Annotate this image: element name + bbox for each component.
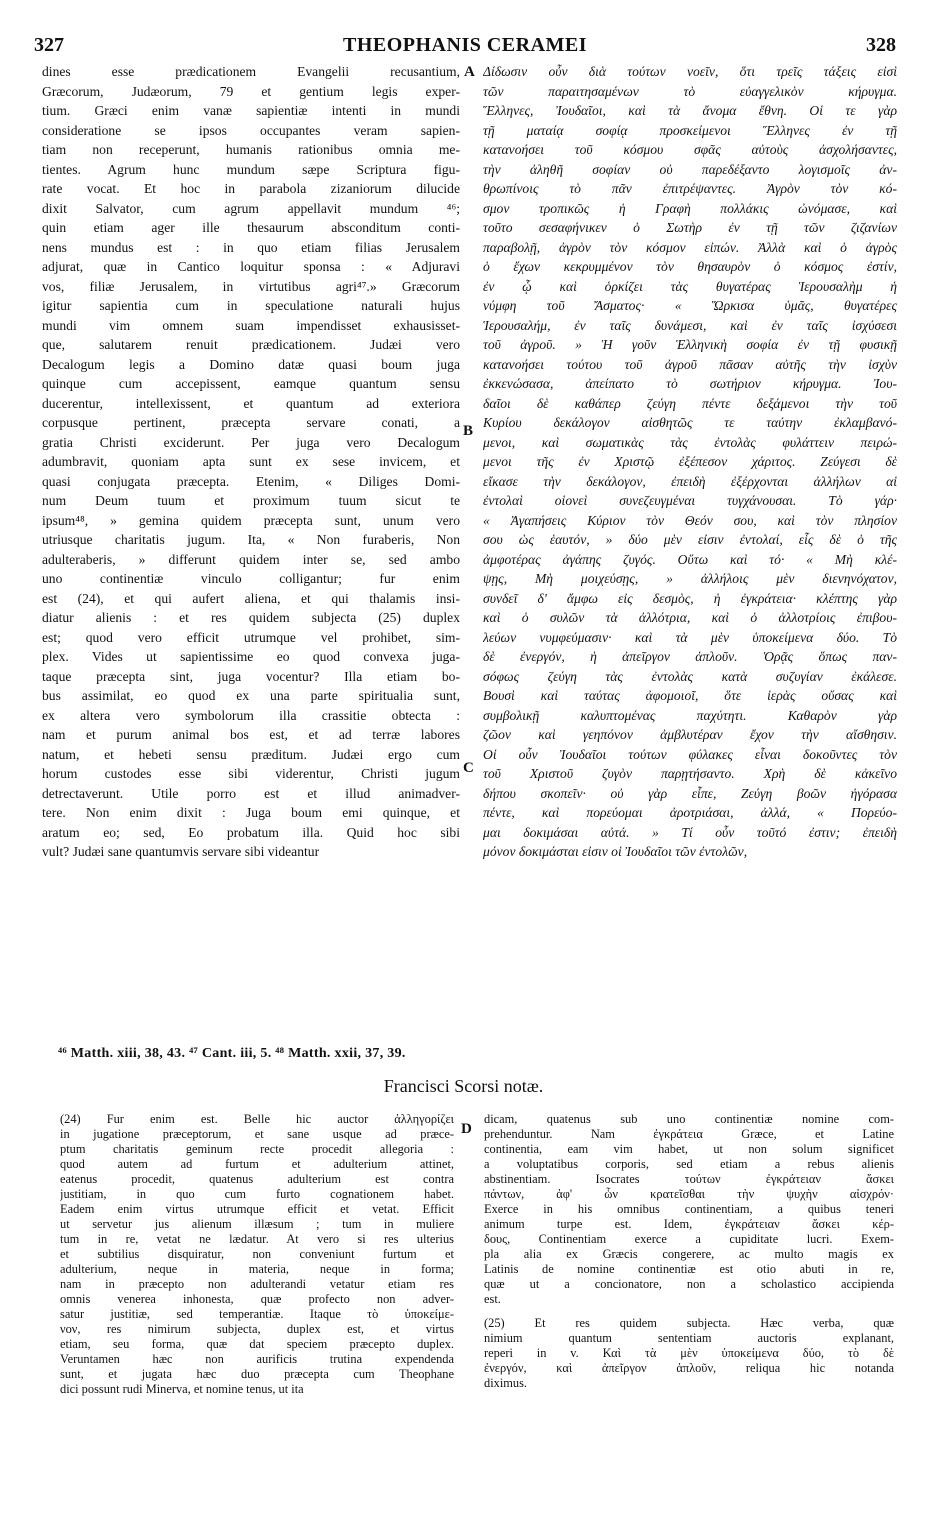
greek-column — [483, 62, 897, 862]
note-text-line: prehenduntur. Nam ἐγκράτεια Græce, et Latine — [484, 1127, 894, 1141]
greek-text-line: ἐκκενώσασα, ἀπείπατο τὸ σωτήριον κήρυγμα. Ἰου- — [483, 376, 897, 391]
note-text-line: etiam, seu forma, quæ dat speciem præcepto duplex. — [60, 1337, 454, 1351]
greek-text-line: τοῦ ἀγροῦ. » Ἡ γοῦν Ἑλληνικὴ σοφία ἐν τῇ φυσικῇ — [483, 337, 897, 352]
latin-text-line: tientes. Agrum hunc mundum sæpe Scriptura figu- — [42, 161, 460, 177]
note-text-line: Eadem enim virtus utrumque efficit et vetat. Efficit — [60, 1202, 454, 1216]
latin-text-line: utriusque charitatis jugum. Ita, « Non furaberis, Non — [42, 532, 460, 547]
greek-text-line: ζῶον καὶ γεηπόνον ἀμβλυτέραν ἔχον τὴν αἴσθησιν. — [483, 727, 897, 742]
latin-text-line: num Deum tuum et proximum tuum sicut te — [42, 493, 460, 508]
greek-text-line: συμβολικῇ καλυπτομένας παχύτητι. Καθαρὸν γὰρ — [483, 707, 897, 723]
latin-text-line: mundi vim omnem suam impendisset exhausisset- — [42, 317, 460, 333]
latin-text-line: rate vocat. Et hoc in parabola zizaniorum dilucide — [42, 181, 460, 196]
latin-text-line: adjurat, quæ in Cantico loquitur sponsa : « Adjuravi — [42, 259, 460, 274]
note-text-line: diximus. — [484, 1376, 528, 1390]
latin-text-line: quinque cum accepissent, eamque quantum sensu — [42, 376, 460, 391]
note-text-line: nam in præcepto non adulterandi vetatur etiam res — [60, 1277, 454, 1291]
greek-text-line: λεύων νυμφεύμασιν· καὶ τὰ μὲν ὑποκείμενα δύο. Τὸ — [483, 629, 897, 645]
notes-left-column — [60, 1112, 454, 1397]
section-marker-c: C — [463, 760, 474, 776]
note-text-line: νον, res nimirum subjecta, duplex est, et virtus — [60, 1322, 454, 1336]
latin-text-line: quasi conjugata præcepta. Etenim, « Diliges Domi- — [42, 473, 460, 489]
note-text-line: Veruntamen hæc non aurificis trutina expendenda — [60, 1352, 454, 1366]
greek-text-line: Ἱερουσαλήμ, ἐν ταῖς δυνάμεσι, καὶ ἐν ταῖς ἰσχύσεσι — [483, 317, 897, 333]
greek-text-line: σου ὡς ἑαυτόν, » δύο μὲν εἰσιν ἐντολαί, εἷς δὲ ὁ τῆς — [483, 532, 897, 547]
note-text-line: Latinis de nomine continentiæ est otio abuti in re, — [484, 1262, 894, 1276]
page-number-left: 327 — [34, 34, 64, 56]
note-24-continuation — [484, 1112, 894, 1307]
note-text-line: dicam, quatenus sub uno continentiæ nomine com- — [484, 1112, 894, 1126]
greek-text-line: εἴκασε τὴν δεκάλογον, ἐπειδὴ ἐξέρχονται ἀλλήλων αἱ — [483, 473, 897, 489]
note-text-line: ut servetur jus alienum illæsum ; tum in muliere — [60, 1217, 454, 1231]
latin-text-line: corpusque pertinent, præcepta servare conati, a — [42, 415, 460, 430]
greek-text-line: κατανοήσει τοῦ κόσμου σφᾶς αὐτοὺς ἀσχολήσαντες, — [483, 142, 897, 157]
note-text-line: justitiam, in quo cum furto cognationem habet. — [60, 1187, 454, 1201]
latin-text-line: Græcorum, Judæorum, 79 et gentium legis exper- — [42, 83, 460, 99]
note-text-line: continentia, eam vim habet, ut non solum significet — [484, 1142, 894, 1156]
greek-text-line: σμον τροπικῶς ἡ Γραφὴ πολλάκις ὠνόμασε, καὶ — [483, 200, 897, 216]
note-text-line: animum turpe est. Idem, ἐγκράτειαν ἄσκει κέρ- — [484, 1217, 894, 1231]
note-text-line: dici possunt rudi Minerva, et nomine tenus, ut ita — [60, 1382, 304, 1396]
latin-text-line: dixit Salvator, cum agrum appellavit mundum ⁴⁶; — [42, 200, 460, 216]
note-text-line: ἐνεργόν, καὶ ἀπεῖργον ἁπλοῦν, reliqua hic notanda — [484, 1361, 894, 1375]
notes-right-column — [484, 1112, 894, 1391]
latin-text-line: nens mundus est : in quo etiam filias Jerusalem — [42, 239, 460, 255]
latin-text-line: que, salutarem renuit prædicationem. Judæi vero — [42, 337, 460, 352]
note-text-line: (24) Fur enim est. Belle hic auctor ἀλληγορίζει — [60, 1112, 454, 1126]
latin-text-line: plex. Vides ut sapientissime eo quod convexa juga- — [42, 649, 460, 664]
latin-text-line: est (24), et qui aufert aliena, et qui thalamis insi- — [42, 590, 460, 606]
greek-text-line: θρωπίνοις τὸ πᾶν ἐπιτρέψαντες. Ἀγρὸν τὸν κό- — [483, 181, 897, 196]
greek-text-line: μενοι, καὶ σωματικὰς τὰς ἐντολὰς φυλάττειν πειρώ- — [483, 434, 897, 450]
greek-text-line: ἐν ᾧ καὶ ὁρκίζει τὰς θυγατέρας Ἱερουσαλὴμ ἡ — [483, 278, 897, 294]
running-title: THEOPHANIS CERAMEI — [342, 34, 588, 56]
latin-text-line: bus assimilat, eo quod ex una parte spiritualia sunt, — [42, 688, 460, 703]
latin-text-line: vos, filiæ Jerusalem, in virtutibus agri⁴⁷.» Græcorum — [42, 278, 460, 294]
latin-text-line: nam et purum animal bos est, et ad terræ labores — [42, 727, 460, 742]
note-text-line: quæ ut a concionatore, non a scholastico accipienda — [484, 1277, 894, 1291]
latin-text-line: tere. Non enim dixit : Juga boum emi quinque, et — [42, 805, 460, 820]
greek-text-line: σόφως ζεύγη τὰς ἐντολὰς κατὰ συζυγίαν ἐκάλεσε. — [483, 668, 897, 684]
greek-text-line: δήπου σκοπεῖν· οὐ γὰρ εἶπε, Ζεύγη βοῶν ἠγόρασα — [483, 785, 897, 801]
greek-text-line: μενοι τῆς ἐν Χριστῷ ἐξέπεσον χάριτος. Ζεύγεσι δὲ — [483, 454, 897, 469]
greek-text-line: μόνον δοκιμάσται εἰσιν οἱ Ἰουδαῖοι τῶν ἐντολῶν, — [483, 844, 748, 859]
note-text-line: nimium quantum sententiam auctoris explanant, — [484, 1331, 894, 1345]
latin-text-line: vult? Judæi sane quantumvis servare sibi videantur — [42, 844, 320, 859]
latin-text-line: est; quod vero efficit utrumque vel prohibet, sim- — [42, 629, 460, 645]
section-marker-b: B — [463, 423, 474, 439]
latin-text-line: diatur alienis : et res quidem subjecta (25) duplex — [42, 610, 460, 625]
greek-text-line: Δίδωσιν οὖν διὰ τούτων νοεῖν, ὅτι τρεῖς τάξεις εἰσὶ — [483, 64, 897, 79]
latin-text-line: Decalogum legis a Domino datæ quasi boum juga — [42, 356, 460, 372]
note-text-line: quod autem ad furtum et adulterium attinet, — [60, 1157, 454, 1171]
scripture-footnotes: ⁴⁶ Matth. xiii, 38, 43. ⁴⁷ Cant. iii, 5. ⁴⁸ Matth. xxii, 37, 39. — [58, 1046, 406, 1061]
note-text-line: sunt, et jugata hæc duo præcepta cum Theophane — [60, 1367, 454, 1381]
note-text-line: pla alia ex Græcis congerere, ac multo magis ex — [484, 1247, 894, 1261]
greek-text-line: δαῖοι δὲ καθάπερ ζεύγη πέντε δεξάμενοι τὴν τοῦ — [483, 395, 897, 411]
greek-text-line: Οἱ οὖν Ἰουδαῖοι τούτων φύλακες εἶναι δοκοῦντες τὸν — [483, 746, 897, 762]
latin-text-line: gratia Christi exciderunt. Per juga vero Decalogum — [42, 434, 460, 450]
greek-text-line: ἐντολαὶ οἱονεὶ συνεζευγμέναι τυγχάνουσαι. Τὸ γάρ· — [483, 493, 897, 508]
greek-text-line: ψῃς, Μὴ μοιχεύσῃς, » ἀλλήλοις μὲν διενηνόχατον, — [483, 571, 897, 586]
latin-text-line: consideratione se ipsos occupantes veram sapien- — [42, 122, 460, 138]
note-text-line: omnis venerea inhonesta, quæ profecto non adver- — [60, 1292, 454, 1306]
greek-text-line: νύμφη τοῦ Ἄσματος· « Ὥρκισα ὑμᾶς, θυγατέρες — [483, 298, 897, 313]
greek-text-line: τῇ ματαίᾳ σοφίᾳ προσκείμενοι Ἕλληνες ἐν τῇ — [483, 122, 897, 138]
latin-text-line: igitur sapientia cum in speculatione naturali hujus — [42, 298, 460, 313]
section-marker-a: A — [464, 64, 475, 80]
note-text-line: eatenus procedit, quatenus adulterium est contra — [60, 1172, 454, 1186]
latin-text-line: adumbravit, quoniam apta sunt ex sese invicem, et — [42, 454, 460, 469]
latin-text-line: tium. Græci enim vanæ sapientiæ intenti in mundi — [42, 103, 460, 118]
note-25 — [484, 1316, 894, 1391]
note-text-line: abstinentiam. Isocrates τούτων ἐγκράτειαν ἄσκει — [484, 1172, 894, 1186]
note-text-line: reperi in v. Καὶ τὰ μὲν ὑποκείμενα δύο, τὸ δὲ — [484, 1346, 894, 1360]
note-text-line: (25) Et res quidem subjecta. Hæc verba, quæ — [484, 1316, 894, 1330]
note-text-line: πάντων, ἀφ' ὧν κρατεῖσθαι τὴν ψυχὴν αἰσχρόν· — [484, 1187, 894, 1201]
greek-text-line: πέντε, καὶ πορεύομαι ἀροτριάσαι, ἀλλά, « Πορεύο- — [483, 805, 897, 820]
greek-text-line: « Ἀγαπήσεις Κύριον τὸν Θεόν σου, καὶ τὸν πλησίον — [483, 512, 897, 528]
latin-text-line: detrectaverunt. Utile porro est et illud animadver- — [42, 785, 460, 801]
latin-text-line: aratum eo; sed, Eo probatum illa. Quid hoc sibi — [42, 824, 460, 840]
note-gap — [484, 1307, 894, 1316]
latin-text-line: natum, et hebeti sensu præditum. Judæi ergo cum — [42, 746, 460, 762]
latin-text-line: ipsum⁴⁸, » gemina quidem præcepta sunt, unum vero — [42, 512, 460, 528]
latin-text-line: ex altera vero symbolorum illa crassitie obtecta : — [42, 707, 460, 723]
note-text-line: satur justitiæ, sed temperantiæ. Itaque τὸ ὑποκείμε- — [60, 1307, 454, 1321]
note-text-line: ptum charitatis geminum recte procedit allegoria : — [60, 1142, 454, 1156]
note-text-line: adulterium, neque in materia, neque in forma; — [60, 1262, 454, 1276]
note-text-line: in jugatione præceptorum, et sane usque ad præce- — [60, 1127, 454, 1141]
note-text-line: δους, Continentiam exerce a cupiditate lucri. Exem- — [484, 1232, 894, 1246]
latin-text-line: uno continentiæ vinculo colligantur; fur enim — [42, 571, 460, 586]
greek-text-line: Κυρίου δεκάλογον αἰσθητῶς τε ταύτην ἐκλαμβανό- — [483, 415, 897, 430]
latin-column — [42, 62, 460, 862]
latin-text-line: dines esse prædicationem Evangelii recusantium, — [42, 64, 460, 79]
greek-text-line: κατανοήσει τούτου τοῦ ἀγροῦ πᾶσαν αὐτῆς τὴν ἰσχὺν — [483, 356, 897, 372]
greek-text-line: παραβολῇ, ἀγρὸν τὸν κόσμον εἰπών. Ἀλλὰ καὶ ὁ ἀγρὸς — [483, 239, 897, 255]
note-text-line: est. — [484, 1292, 501, 1306]
latin-text-line: ducerentur, intellexissent, et quantum ad exteriora — [42, 395, 460, 411]
greek-text-line: τοῦτο σεσαφήνικεν ὁ Σωτὴρ ἐν τῇ τῶν ζιζανίων — [483, 220, 897, 235]
note-text-line: et subtilius disquiratur, non conveniunt furtum et — [60, 1247, 454, 1261]
greek-text-line: Ἕλληνες, Ἰουδαῖοι, καὶ τὰ ἄνομα ἔθνη. Οἱ τε γὰρ — [483, 103, 897, 118]
section-marker-d: D — [461, 1121, 472, 1137]
greek-text-line: συνδεῖ δ' ἄμφω εἰς δεσμὸς, ἡ ἐγκράτεια· κλέπτης γὰρ — [483, 590, 897, 606]
greek-text-line: ὁ ἔχων κεκρυμμένον τὸν θησαυρὸν ὁ κόσμος ἐστίν, — [483, 259, 897, 274]
greek-text-line: ἀμφοτέρας ἀγάπης ζυγός. Οὕτω καὶ τό· « Μὴ κλέ- — [483, 551, 897, 567]
greek-text-line: τοῦ Χριστοῦ ζυγὸν παρῃτήσαντο. Χρὴ δὲ κἀκεῖνο — [483, 766, 897, 781]
latin-text-line: taque præcepta sint, juga vocentur? Illa etiam bo- — [42, 668, 460, 684]
greek-text-line: τὴν ἀληθῆ σοφίαν οὐ παρεδέξαντο λογισμοῖς ἀν- — [483, 161, 897, 177]
greek-text-line: τῶν παραιτησαμένων τὸ εὐαγγελικὸν κήρυγμα. — [483, 83, 897, 99]
greek-text-line: δὲ ἐνεργόν, ἡ ἀπεῖργον ἁπλοῦν. Ὁρᾷς ὅπως παν- — [483, 649, 897, 664]
latin-text-line: tiam non receperunt, humanis rationibus omnia me- — [42, 142, 460, 157]
latin-text-line: adulteraberis, » differunt quidem inter se, sed ambo — [42, 551, 460, 567]
note-text-line: Exerce in his omnibus continentiam, a quibus teneri — [484, 1202, 894, 1216]
note-text-line: tum in re, vetat ne lædatur. At vero si res ulterius — [60, 1232, 454, 1246]
notes-heading: Francisci Scorsi notæ. — [383, 1076, 544, 1096]
latin-text-line: quin etiam ager ille thesaurum absconditum conti- — [42, 220, 460, 235]
greek-text-line: Βουσὶ καὶ ταύτας ἀφομοιοῖ, ὅτε ἱερὰς οὔσας καὶ — [483, 688, 897, 703]
greek-text-line: καὶ ὁ συλῶν τὰ ἀλλότρια, καὶ ὁ ἀλλοτρίοις ἐπιβου- — [483, 610, 897, 625]
page-header — [30, 34, 900, 64]
note-text-line: a voluptatibus corporis, sed etiam a rebus alienis — [484, 1157, 894, 1171]
page-number-right: 328 — [866, 34, 896, 56]
latin-text-line: horum custodes esse sibi viderentur, Christi jugum — [42, 766, 460, 781]
greek-text-line: μαι δοκιμάσαι αὐτά. » Τί οὖν τοῦτό ἐστιν; ἐπειδὴ — [483, 824, 897, 840]
